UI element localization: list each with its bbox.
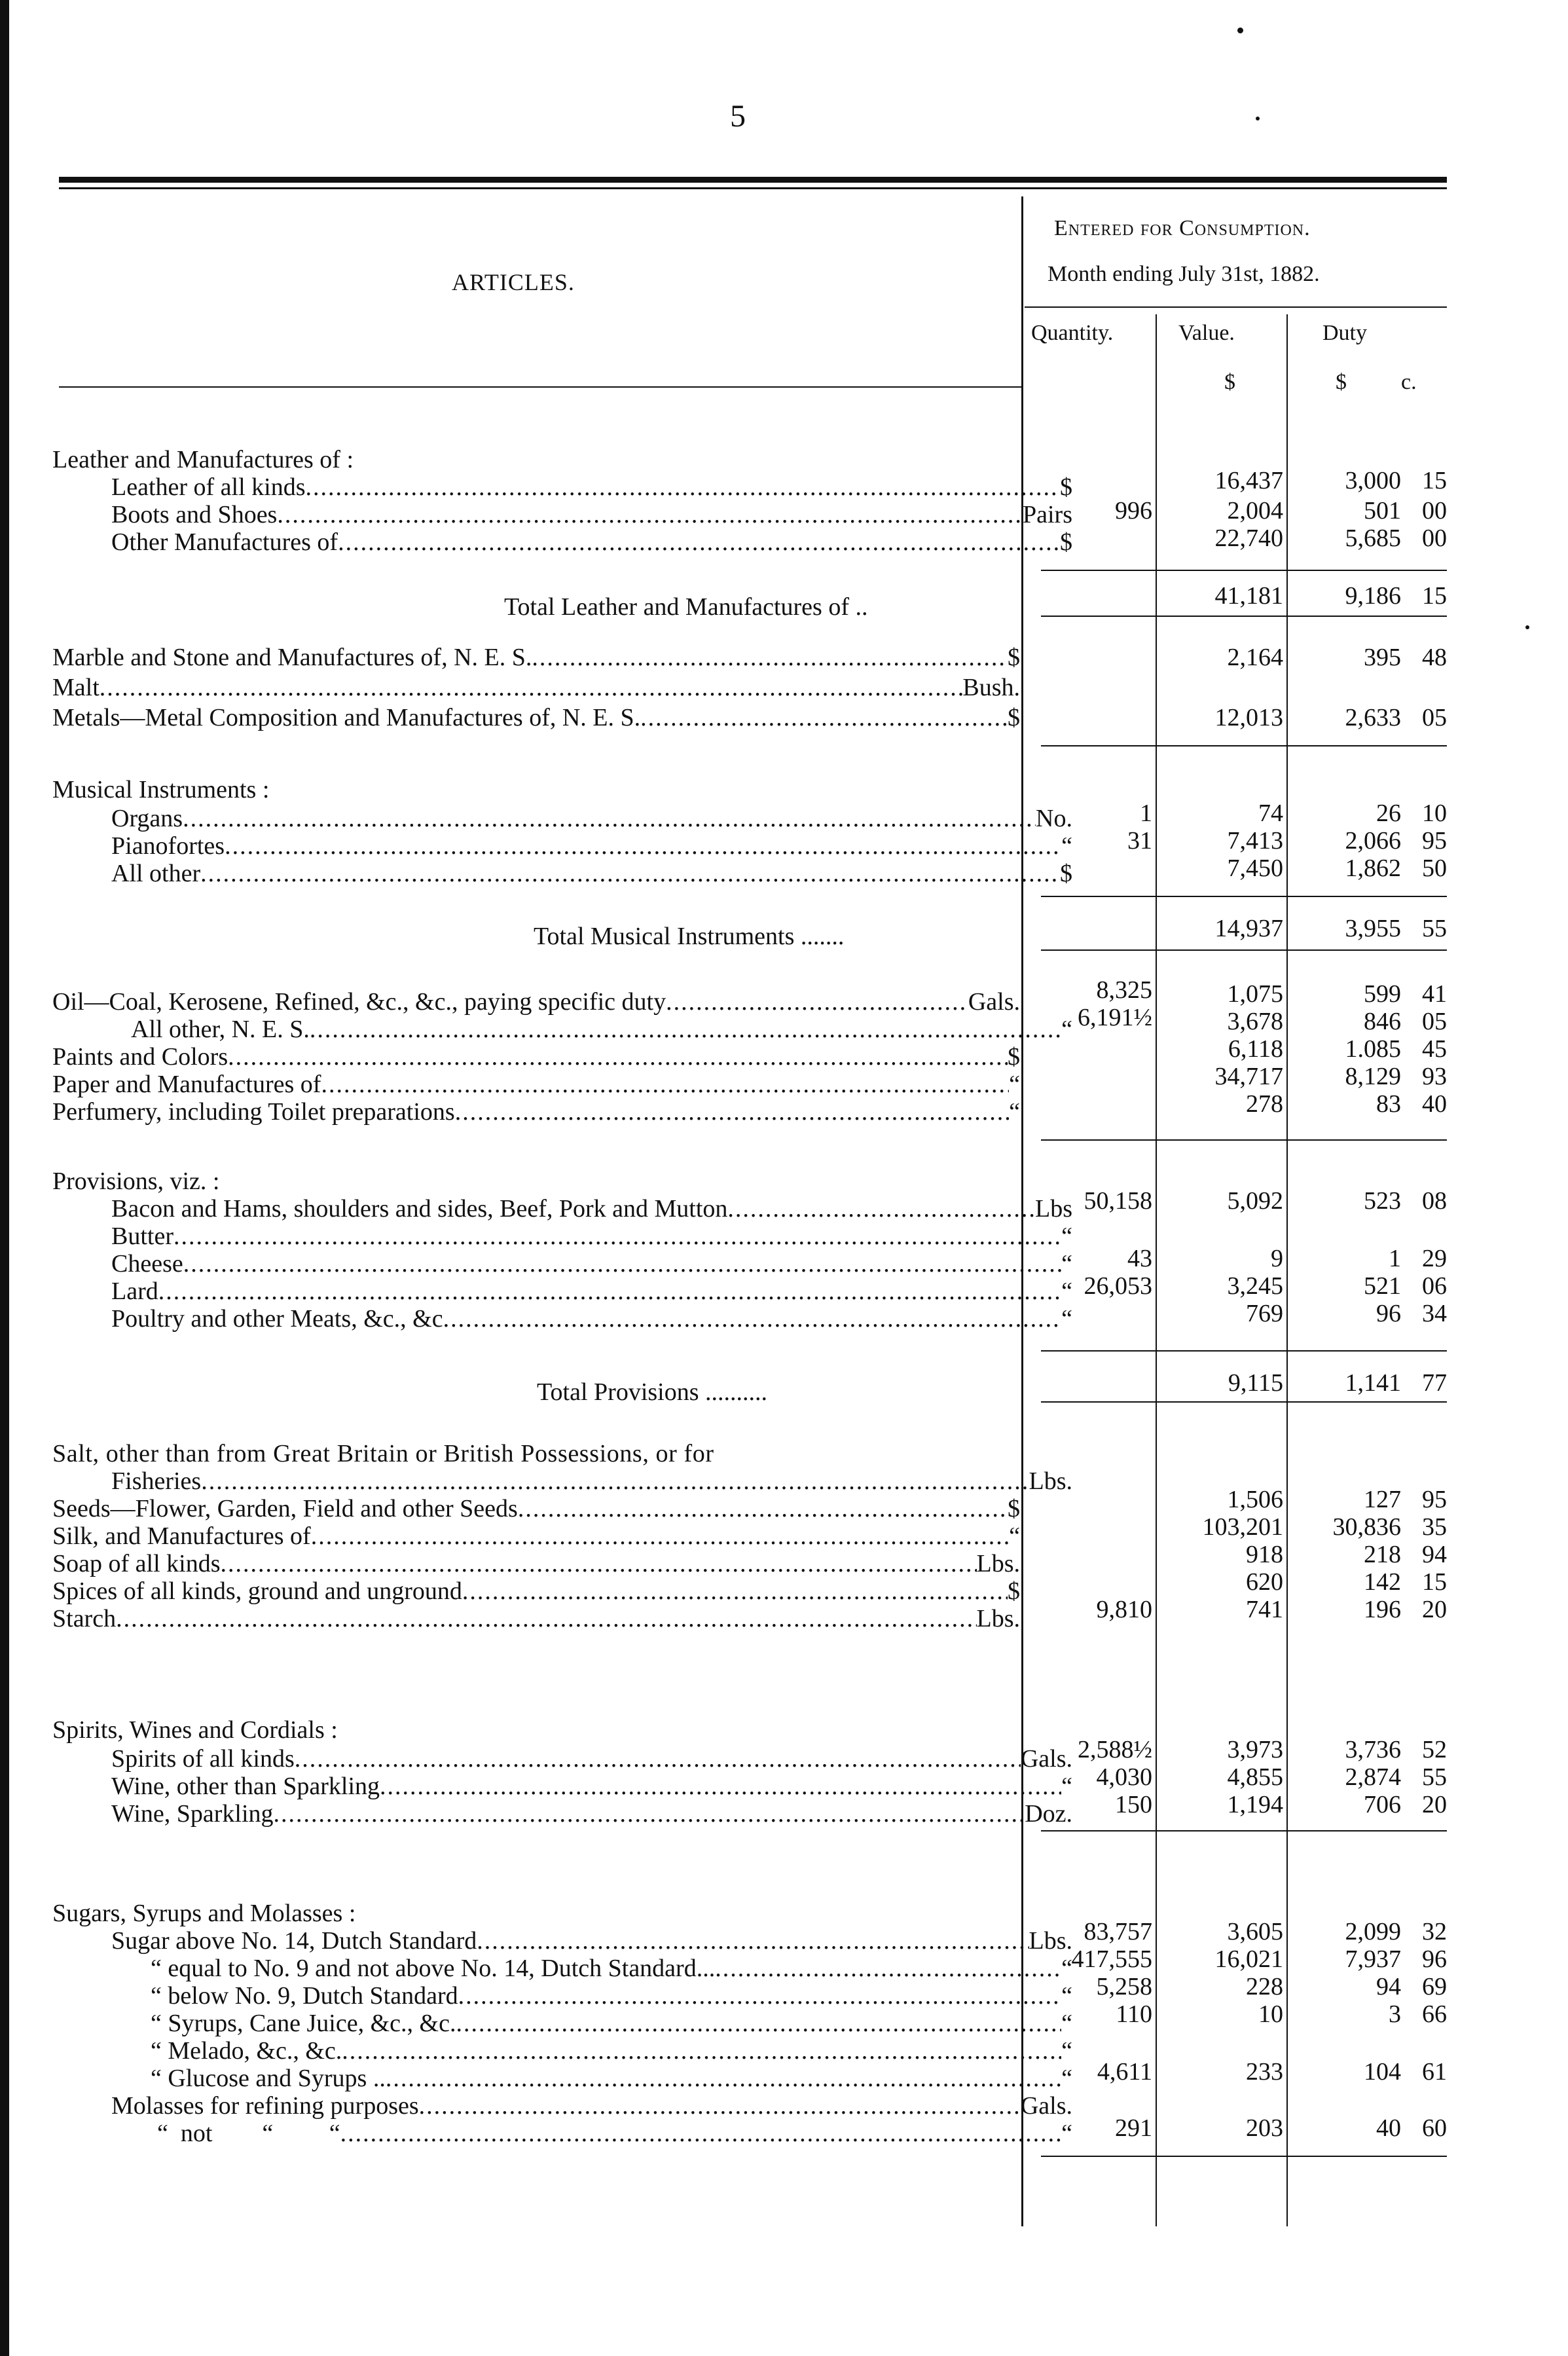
row-label: Silk, and Manufactures of xyxy=(52,1522,311,1550)
salt-line: Salt, other than from Great Britain or British Possessions, or for xyxy=(52,1440,714,1467)
row-unit: Pairs xyxy=(1023,501,1072,528)
row-unit: $ xyxy=(1060,473,1072,501)
value-cell: 1,075 xyxy=(1227,980,1283,1008)
duty-cell: 142 xyxy=(1364,1568,1401,1596)
row-label: Metals—Metal Composition and Manufactures of, N. E. S. xyxy=(52,704,641,731)
quantity-cell: 150 xyxy=(1115,1791,1152,1818)
cents-cell: 20 xyxy=(1422,1791,1447,1818)
page-binding-edge xyxy=(0,0,9,2356)
table-row xyxy=(52,1097,1020,1126)
cents-cell: 06 xyxy=(1422,1272,1447,1300)
row-label: Spices of all kinds, ground and unground xyxy=(52,1577,462,1605)
table-row xyxy=(52,2064,1072,2093)
subtotal-rule xyxy=(1041,896,1447,897)
row-unit: $ xyxy=(1008,1577,1020,1605)
row-label: Spirits of all kinds xyxy=(111,1745,295,1773)
row-label: Perfumery, including Toilet preparations xyxy=(52,1098,455,1126)
table-row xyxy=(52,1277,1072,1306)
row-label: Sugar above No. 14, Dutch Standard xyxy=(111,1927,477,1955)
table-row xyxy=(52,2036,1072,2065)
duty-unit: $ xyxy=(1336,370,1347,394)
entered-header: Entered for Consumption. xyxy=(1054,216,1311,240)
top-rule xyxy=(59,177,1447,183)
duty-cell: 3,736 xyxy=(1345,1736,1401,1763)
duty-cell: 5,685 xyxy=(1345,525,1401,552)
cents-cell: 55 xyxy=(1422,1763,1447,1791)
cents-cell: 95 xyxy=(1422,827,1447,855)
row-unit: $ xyxy=(1008,704,1020,731)
subtotal-rule xyxy=(1041,570,1447,571)
table-row xyxy=(52,1549,1020,1578)
duty-cell: 1 xyxy=(1389,1245,1401,1272)
table-row xyxy=(52,832,1072,860)
quantity-cell: 5,258 xyxy=(1096,1973,1152,2000)
value-cell: 233 xyxy=(1246,2058,1283,2086)
value-cell: 9 xyxy=(1271,1245,1283,1272)
row-label: Malt xyxy=(52,674,100,701)
duty-cell: 599 xyxy=(1364,980,1401,1008)
row-label: Other Manufactures of xyxy=(111,528,338,556)
table-row xyxy=(52,1222,1072,1251)
total-value: 41,181 xyxy=(1214,582,1283,610)
cents-cell: 61 xyxy=(1422,2058,1447,2086)
quantity-cell: 4,030 xyxy=(1096,1763,1152,1791)
row-unit: $ xyxy=(1008,1495,1020,1522)
value-cell: 5,092 xyxy=(1227,1187,1283,1215)
duty-cell: 523 xyxy=(1364,1187,1401,1215)
value-cell: 2,004 xyxy=(1227,497,1283,525)
row-label: Molasses for refining purposes xyxy=(111,2092,419,2120)
row-label: “ not “ “ xyxy=(157,2120,340,2147)
duty-cell: 127 xyxy=(1364,1486,1401,1513)
duty-cell: 26 xyxy=(1376,800,1401,827)
section-rule xyxy=(1041,745,1447,746)
cents-cell: 95 xyxy=(1422,1486,1447,1513)
quantity-cell: 8,325 xyxy=(1096,976,1152,1004)
row-unit: Lbs. xyxy=(1029,1467,1072,1495)
table-row xyxy=(52,643,1020,672)
table-row xyxy=(52,1926,1072,1955)
value-cell: 10 xyxy=(1258,2000,1283,2028)
table-row xyxy=(52,1577,1020,1606)
row-unit: “ xyxy=(1061,1278,1072,1305)
table-row xyxy=(52,804,1072,833)
cents-cell: 15 xyxy=(1422,467,1447,494)
row-label: Seeds—Flower, Garden, Field and other Seeds xyxy=(52,1495,518,1522)
quantity-cell: 6,191½ xyxy=(1078,1004,1152,1031)
quantity-cell: 1 xyxy=(1140,800,1152,827)
value-cell: 278 xyxy=(1246,1090,1283,1118)
table-row xyxy=(52,987,1020,1016)
row-unit: Lbs xyxy=(1035,1195,1072,1223)
month-header: Month ending July 31st, 1882. xyxy=(1048,262,1320,286)
cents-cell: 15 xyxy=(1422,1568,1447,1596)
table-row xyxy=(52,1194,1072,1223)
duty-cell: 8,129 xyxy=(1345,1063,1401,1090)
cents-cell: 20 xyxy=(1422,1596,1447,1623)
duty-header: Duty xyxy=(1322,321,1367,345)
row-unit: “ xyxy=(1061,1982,1072,2010)
total-cents: 55 xyxy=(1422,915,1447,942)
cents-cell: 60 xyxy=(1422,2114,1447,2142)
duty-cell: 2,099 xyxy=(1345,1918,1401,1945)
cents-cell: 00 xyxy=(1422,525,1447,552)
value-cell: 741 xyxy=(1246,1596,1283,1623)
table-row xyxy=(52,1467,1072,1496)
articles-header: ARTICLES. xyxy=(452,269,575,295)
row-unit: “ xyxy=(1061,832,1072,860)
row-label: All other, N. E. S. xyxy=(131,1016,310,1043)
value-cell: 1,194 xyxy=(1227,1791,1283,1818)
table-row xyxy=(52,1799,1072,1828)
row-label: Fisheries xyxy=(111,1467,202,1495)
value-cell: 34,717 xyxy=(1214,1063,1283,1090)
duty-cell: 2,874 xyxy=(1345,1763,1401,1791)
quantity-cell: 291 xyxy=(1115,2114,1152,2142)
table-row xyxy=(52,2119,1072,2148)
cents-cell: 00 xyxy=(1422,497,1447,525)
duty-cell: 83 xyxy=(1376,1090,1401,1118)
row-unit: Gals. xyxy=(1020,2092,1072,2120)
header-bottom-rule xyxy=(59,386,1021,388)
duty-cell: 706 xyxy=(1364,1791,1401,1818)
quantity-cell: 996 xyxy=(1115,497,1152,525)
row-label: Paper and Manufactures of xyxy=(52,1071,321,1098)
row-label: Lard xyxy=(111,1278,158,1305)
quantity-cell: 9,810 xyxy=(1096,1596,1152,1623)
row-unit: “ xyxy=(1009,1522,1020,1550)
value-cell: 4,855 xyxy=(1227,1763,1283,1791)
row-label: “ Melado, &c., &c. xyxy=(151,2037,342,2065)
header-rule xyxy=(1025,306,1447,308)
value-cell: 3,973 xyxy=(1227,1736,1283,1763)
cents-cell: 94 xyxy=(1422,1541,1447,1568)
quantity-cell: 2,588½ xyxy=(1078,1736,1152,1763)
value-cell: 620 xyxy=(1246,1568,1283,1596)
value-cell: 16,437 xyxy=(1214,467,1283,494)
cents-cell: 10 xyxy=(1422,800,1447,827)
value-cell: 769 xyxy=(1246,1300,1283,1327)
duty-cell: 1,862 xyxy=(1345,855,1401,882)
speck xyxy=(1256,117,1260,120)
duty-cell: 3 xyxy=(1389,2000,1401,2028)
row-unit: “ xyxy=(1061,1250,1072,1278)
table-row xyxy=(52,703,1020,732)
duty-cell: 501 xyxy=(1364,497,1401,525)
row-label: All other xyxy=(111,860,201,887)
section-rule xyxy=(1041,1830,1447,1831)
row-unit: “ xyxy=(1009,1098,1020,1126)
row-label: Wine, other than Sparkling xyxy=(111,1773,380,1800)
section-heading: Leather and Manufactures of : xyxy=(52,446,354,473)
cents-cell: 41 xyxy=(1422,980,1447,1008)
duty-cell: 94 xyxy=(1376,1973,1401,2000)
quantity-cell: 4,611 xyxy=(1097,2058,1152,2086)
table-row xyxy=(52,1954,1072,1983)
table-row xyxy=(52,1070,1020,1099)
cents-cell: 93 xyxy=(1422,1063,1447,1090)
table-row xyxy=(52,1015,1072,1044)
subtotal-rule xyxy=(1041,949,1447,951)
cents-cell: 66 xyxy=(1422,2000,1447,2028)
table-row xyxy=(52,1522,1020,1551)
duty-cell: 2,066 xyxy=(1345,827,1401,855)
total-duty: 3,955 xyxy=(1345,915,1401,942)
duty-cell: 846 xyxy=(1364,1008,1401,1035)
bottom-rule xyxy=(1041,2156,1447,2157)
row-unit: $ xyxy=(1008,644,1020,671)
table-row xyxy=(52,1744,1072,1773)
total-value: 14,937 xyxy=(1214,915,1283,942)
total-label: Total Musical Instruments ....... xyxy=(534,923,845,950)
cents-cell: 29 xyxy=(1422,1245,1447,1272)
row-label: Oil—Coal, Kerosene, Refined, &c., &c., paying specific duty xyxy=(52,988,666,1016)
value-cell: 6,118 xyxy=(1228,1035,1283,1063)
total-cents: 77 xyxy=(1422,1369,1447,1397)
value-cell: 12,013 xyxy=(1214,704,1283,731)
cents-cell: 05 xyxy=(1422,1008,1447,1035)
top-rule-thin xyxy=(59,187,1447,189)
speck xyxy=(1237,28,1243,33)
duty-cell: 1.085 xyxy=(1345,1035,1401,1063)
row-label: Pianofortes xyxy=(111,832,225,860)
row-unit: Bush. xyxy=(962,674,1020,701)
value-cell: 918 xyxy=(1246,1541,1283,1568)
table-row xyxy=(52,2009,1072,2038)
duty-cell: 3,000 xyxy=(1345,467,1401,494)
row-unit: $ xyxy=(1008,1043,1020,1071)
cents-cell: 05 xyxy=(1422,704,1447,731)
section-rule xyxy=(1041,1139,1447,1141)
value-cell: 22,740 xyxy=(1214,525,1283,552)
quantity-cell: 50,158 xyxy=(1084,1187,1152,1215)
section-heading: Spirits, Wines and Cordials : xyxy=(52,1716,338,1744)
row-unit: “ xyxy=(1061,1223,1072,1250)
section-heading: Musical Instruments : xyxy=(52,776,270,803)
value-cell: 16,021 xyxy=(1214,1945,1283,1973)
cents-cell: 40 xyxy=(1422,1090,1447,1118)
row-label: Poultry and other Meats, &c., &c xyxy=(111,1305,443,1333)
duty-cell: 40 xyxy=(1376,2114,1401,2142)
value-cell: 3,605 xyxy=(1227,1918,1283,1945)
cents-cell: 32 xyxy=(1422,1918,1447,1945)
row-label: “ equal to No. 9 and not above No. 14, Dutch Standard... xyxy=(151,1955,716,1982)
table-row xyxy=(52,500,1072,529)
value-unit: $ xyxy=(1224,370,1235,394)
duty-cell: 30,836 xyxy=(1332,1513,1401,1541)
speck xyxy=(1525,625,1529,629)
value-cell: 203 xyxy=(1246,2114,1283,2142)
row-unit: “ xyxy=(1061,1305,1072,1333)
value-cell: 3,678 xyxy=(1227,1008,1283,1035)
row-unit: Lbs. xyxy=(1029,1927,1072,1955)
row-label: Bacon and Hams, shoulders and sides, Beef, Pork and Mutton xyxy=(111,1195,728,1223)
row-label: Leather of all kinds xyxy=(111,473,306,501)
table-row xyxy=(52,673,1020,702)
subtotal-rule xyxy=(1041,616,1447,617)
value-cell: 74 xyxy=(1258,800,1283,827)
table-row xyxy=(52,473,1072,502)
table-row xyxy=(52,1042,1020,1071)
duty-cell: 521 xyxy=(1364,1272,1401,1300)
cents-cell: 48 xyxy=(1422,644,1447,671)
table-row xyxy=(52,1249,1072,1278)
duty-cell: 96 xyxy=(1376,1300,1401,1327)
cents-cell: 69 xyxy=(1422,1973,1447,2000)
duty-cell: 104 xyxy=(1364,2058,1401,2086)
row-label: “ Syrups, Cane Juice, &c., &c. xyxy=(151,2010,456,2037)
value-header: Value. xyxy=(1178,321,1235,345)
value-cell: 7,413 xyxy=(1227,827,1283,855)
table-row xyxy=(52,1981,1072,2010)
row-unit: “ xyxy=(1061,2120,1072,2147)
value-cell: 7,450 xyxy=(1227,855,1283,882)
value-cell: 228 xyxy=(1246,1973,1283,2000)
row-label: Soap of all kinds xyxy=(52,1550,221,1577)
col-rule-value xyxy=(1286,314,1288,2226)
value-cell: 3,245 xyxy=(1227,1272,1283,1300)
row-label: Butter xyxy=(111,1223,173,1250)
section-heading: Sugars, Syrups and Molasses : xyxy=(52,1900,356,1927)
quantity-cell: 83,757 xyxy=(1084,1918,1152,1945)
table-row xyxy=(52,1772,1072,1801)
duty-cell: 196 xyxy=(1364,1596,1401,1623)
row-unit: Lbs. xyxy=(976,1605,1020,1632)
quantity-cell: 26,053 xyxy=(1084,1272,1152,1300)
value-cell: 1,506 xyxy=(1227,1486,1283,1513)
quantity-cell: 31 xyxy=(1127,827,1152,855)
section-heading: Provisions, viz. : xyxy=(52,1168,220,1195)
duty-cell: 7,937 xyxy=(1345,1945,1401,1973)
cents-cell: 96 xyxy=(1422,1945,1447,1973)
row-label: Paints and Colors xyxy=(52,1043,228,1071)
total-label: Total Provisions .......... xyxy=(537,1378,768,1406)
quantity-cell: 110 xyxy=(1116,2000,1152,2028)
table-row xyxy=(52,859,1072,888)
quantity-cell: 43 xyxy=(1127,1245,1152,1272)
table-row xyxy=(52,1604,1020,1633)
row-label: Marble and Stone and Manufactures of, N. E. S. xyxy=(52,644,532,671)
row-label: Boots and Shoes xyxy=(111,501,278,528)
row-unit: $ xyxy=(1060,860,1072,887)
page-number: 5 xyxy=(730,99,746,134)
cents-cell: 45 xyxy=(1422,1035,1447,1063)
col-rule-quantity xyxy=(1156,314,1157,2226)
row-unit: “ xyxy=(1061,2010,1072,2037)
cents-cell: 35 xyxy=(1422,1513,1447,1541)
duty-cell: 218 xyxy=(1364,1541,1401,1568)
row-unit: “ xyxy=(1061,1016,1072,1043)
row-unit: “ xyxy=(1061,1773,1072,1800)
total-label: Total Leather and Manufactures of .. xyxy=(504,593,868,621)
value-cell: 103,201 xyxy=(1202,1513,1283,1541)
row-unit: “ xyxy=(1061,2065,1072,2092)
table-row xyxy=(52,1304,1072,1333)
row-label: Cheese xyxy=(111,1250,183,1278)
row-label: “ Glucose and Syrups .. xyxy=(151,2065,386,2092)
value-cell: 2,164 xyxy=(1227,644,1283,671)
row-label: Starch xyxy=(52,1605,117,1632)
cents-cell: 50 xyxy=(1422,855,1447,882)
cents-cell: 34 xyxy=(1422,1300,1447,1327)
row-label: Wine, Sparkling xyxy=(111,1800,274,1828)
row-unit: Gals. xyxy=(1020,1745,1072,1773)
row-unit: Gals. xyxy=(968,988,1020,1016)
table-row xyxy=(52,528,1072,557)
row-unit: Lbs. xyxy=(976,1550,1020,1577)
total-cents: 15 xyxy=(1422,582,1447,610)
cents-unit: c. xyxy=(1401,370,1417,394)
quantity-header: Quantity. xyxy=(1031,321,1114,345)
row-unit: $ xyxy=(1060,528,1072,556)
subtotal-rule xyxy=(1041,1401,1447,1403)
total-duty: 1,141 xyxy=(1345,1369,1401,1397)
row-unit: No. xyxy=(1036,805,1072,832)
total-duty: 9,186 xyxy=(1345,582,1401,610)
subtotal-rule xyxy=(1041,1350,1447,1352)
duty-cell: 395 xyxy=(1364,644,1401,671)
cents-cell: 08 xyxy=(1422,1187,1447,1215)
row-unit: “ xyxy=(1061,2037,1072,2065)
row-unit: “ xyxy=(1009,1071,1020,1098)
table-row xyxy=(52,2091,1072,2120)
cents-cell: 52 xyxy=(1422,1736,1447,1763)
row-label: “ below No. 9, Dutch Standard xyxy=(151,1982,458,2010)
row-unit: Doz. xyxy=(1025,1800,1072,1828)
total-value: 9,115 xyxy=(1228,1369,1283,1397)
row-label: Organs xyxy=(111,805,183,832)
row-unit: “ xyxy=(1061,1955,1072,1982)
duty-cell: 2,633 xyxy=(1345,704,1401,731)
quantity-cell: 417,555 xyxy=(1071,1945,1152,1973)
table-row xyxy=(52,1494,1020,1523)
